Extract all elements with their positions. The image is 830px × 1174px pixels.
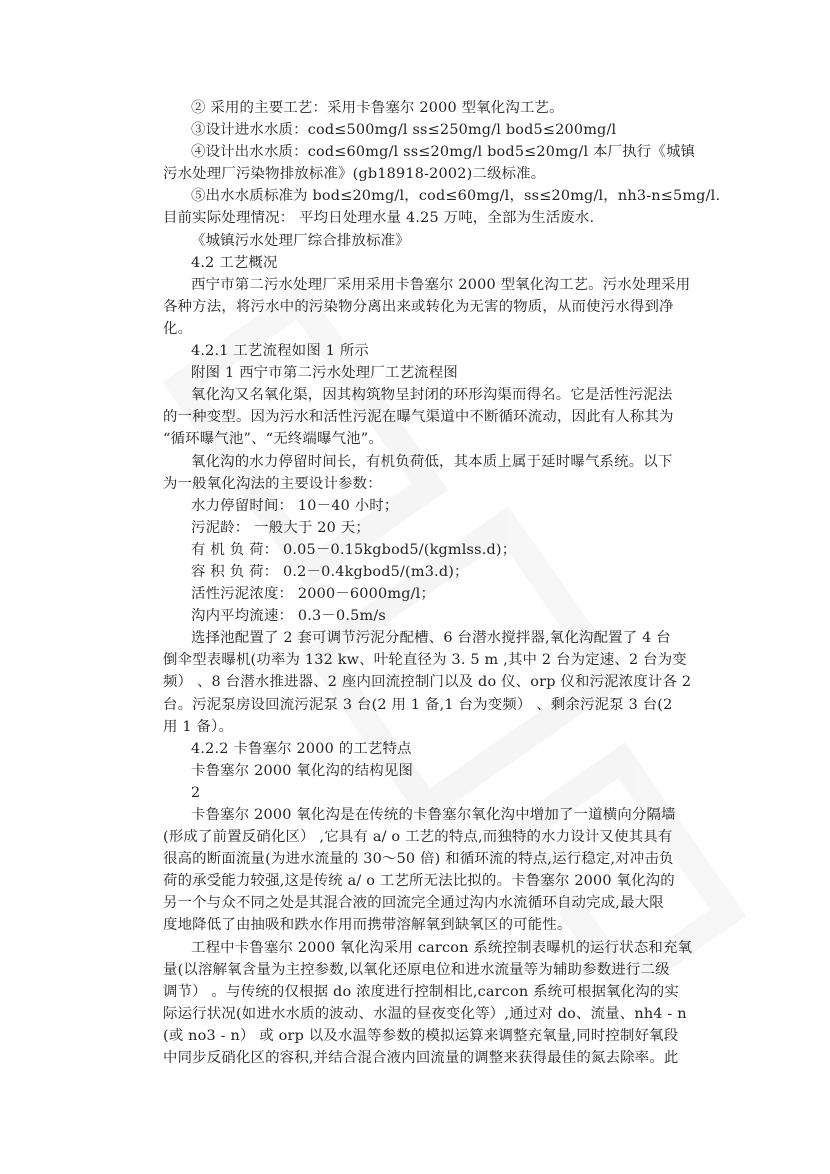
text-line: 工程中卡鲁塞尔 2000 氧化沟采用 carcon 系统控制表曝机的运行状态和充氧: [191, 939, 693, 956]
text-line: 用 1 备）。: [163, 718, 234, 735]
text-line: “循环曝气池”、“无终端曝气池”。: [163, 431, 383, 448]
text-line: 沟内平均流速： 0.3－0.5m/s: [191, 608, 386, 625]
text-line: 倒伞型表曝机(功率为 132 kw、叶轮直径为 3. 5 m ,其中 2 台为定速、2 台为变: [163, 652, 687, 669]
text-line: 氧化沟的水力停留时间长，有机负荷低，其本质上属于延时曝气系统。以下: [191, 453, 673, 470]
text-line: 调节） 。与传统的仅根据 do 浓度进行控制相比,carcon 系统可根据氧化沟的实: [163, 983, 679, 1000]
text-line: 很高的断面流量(为进水流量的 30～50 倍) 和循环流的特点,运行稳定,对冲击负: [163, 851, 674, 868]
text-line: 附图 1 西宁市第二污水处理厂工艺流程图: [191, 365, 458, 382]
text-line: 4.2 工艺概况: [191, 254, 278, 271]
text-line: (或 no3 - n） 或 orp 以及水温等参数的模拟运算来调整充氧量,同时控制好氧段: [163, 1027, 679, 1044]
text-line: (形成了前置反硝化区） ,它具有 a/ o 工艺的特点,而独特的水力设计又使其具有: [163, 829, 673, 846]
text-line: 频） 、8 台潜水推进器、2 座内回流控制门以及 do 仪、orp 仪和污泥浓度计各 2: [163, 674, 692, 691]
text-line: 《城镇污水处理厂综合排放标准》: [191, 232, 410, 249]
text-line: 为一般氧化沟法的主要设计参数：: [163, 475, 382, 492]
document-page: [163, 97, 721, 1069]
text-line: 4.2.1 工艺流程如图 1 所示: [191, 343, 370, 360]
text-line: 容 积 负 荷： 0.2－0.4kgbod5/(m3.d)；: [191, 563, 469, 580]
text-line: 选择池配置了 2 套可调节污泥分配槽、6 台潜水搅拌器,氧化沟配置了 4 台: [191, 630, 671, 647]
text-line: 的一种变型。因为污水和活性污泥在曝气渠道中不断循环流动，因此有人称其为: [163, 409, 674, 426]
text-line: 中同步反硝化区的容积,并结合混合液内回流量的调整来获得最佳的氮去除率。此: [163, 1050, 679, 1067]
text-line: 际运行状况(如进水水质的波动、水温的昼夜变化等）,通过对 do、流量、nh4 - n: [163, 1005, 687, 1022]
text-line: 活性污泥浓度： 2000－6000mg/l；: [191, 586, 436, 603]
text-line: ⑤出水水质标准为 bod≤20mg/l，cod≤60mg/l，ss≤20mg/l，nh3-n≤5mg/l.: [191, 188, 721, 205]
text-line: 有 机 负 荷： 0.05－0.15kgbod5/(kgmlss.d)；: [191, 541, 517, 558]
text-line: 荷的承受能力较强,这是传统 a/ o 工艺所无法比拟的。卡鲁塞尔 2000 氧化沟的: [163, 873, 675, 890]
text-line: 2: [191, 784, 201, 801]
text-line: 4.2.2 卡鲁塞尔 2000 的工艺特点: [191, 740, 412, 757]
text-line: 污水处理厂污染物排放标准》(gb18918-2002)二级标准。: [163, 166, 546, 183]
text-line: 度地降低了由抽吸和跌水作用而携带溶解氧到缺氧区的可能性。: [163, 917, 572, 934]
text-line: 化。: [163, 320, 193, 337]
text-line: 污泥龄： 一般大于 20 天；: [191, 519, 370, 536]
text-line: 卡鲁塞尔 2000 氧化沟是在传统的卡鲁塞尔氧化沟中增加了一道横向分隔墙: [191, 807, 676, 823]
text-line: 西宁市第二污水处理厂采用采用卡鲁塞尔 2000 型氧化沟工艺。污水处理采用: [191, 276, 691, 293]
text-line: 卡鲁塞尔 2000 氧化沟的结构见图: [191, 762, 414, 779]
text-line: ② 采用的主要工艺：采用卡鲁塞尔 2000 型氧化沟工艺。: [191, 100, 564, 116]
text-line: 水力停留时间： 10－40 小时；: [191, 497, 399, 514]
text-line: 氧化沟又名氧化渠，因其构筑物呈封闭的环形沟渠而得名。它是活性污泥法: [191, 387, 673, 404]
text-line: ③设计进水水质：cod≤500mg/l ss≤250mg/l bod5≤200mg/l: [191, 122, 617, 139]
text-line: 目前实际处理情况： 平均日处理水量 4.25 万吨，全部为生活废水.: [163, 210, 595, 227]
text-line: 台。污泥泵房设回流污泥泵 3 台(2 用 1 备,1 台为变频） 、剩余污泥泵 3 台(2: [163, 696, 673, 713]
text-line: ④设计出水水质：cod≤60mg/l ss≤20mg/l bod5≤20mg/l 本厂执行《城镇: [191, 144, 696, 161]
text-line: 量(以溶解氧含量为主控参数,以氧化还原电位和进水流量等为辅助参数进行二级: [163, 961, 670, 978]
text-line: 各种方法，将污水中的污染物分离出来或转化为无害的物质，从而使污水得到净: [163, 298, 674, 315]
text-line: 另一个与众不同之处是其混合液的回流完全通过沟内水流循环自动完成,最大限: [163, 895, 664, 912]
